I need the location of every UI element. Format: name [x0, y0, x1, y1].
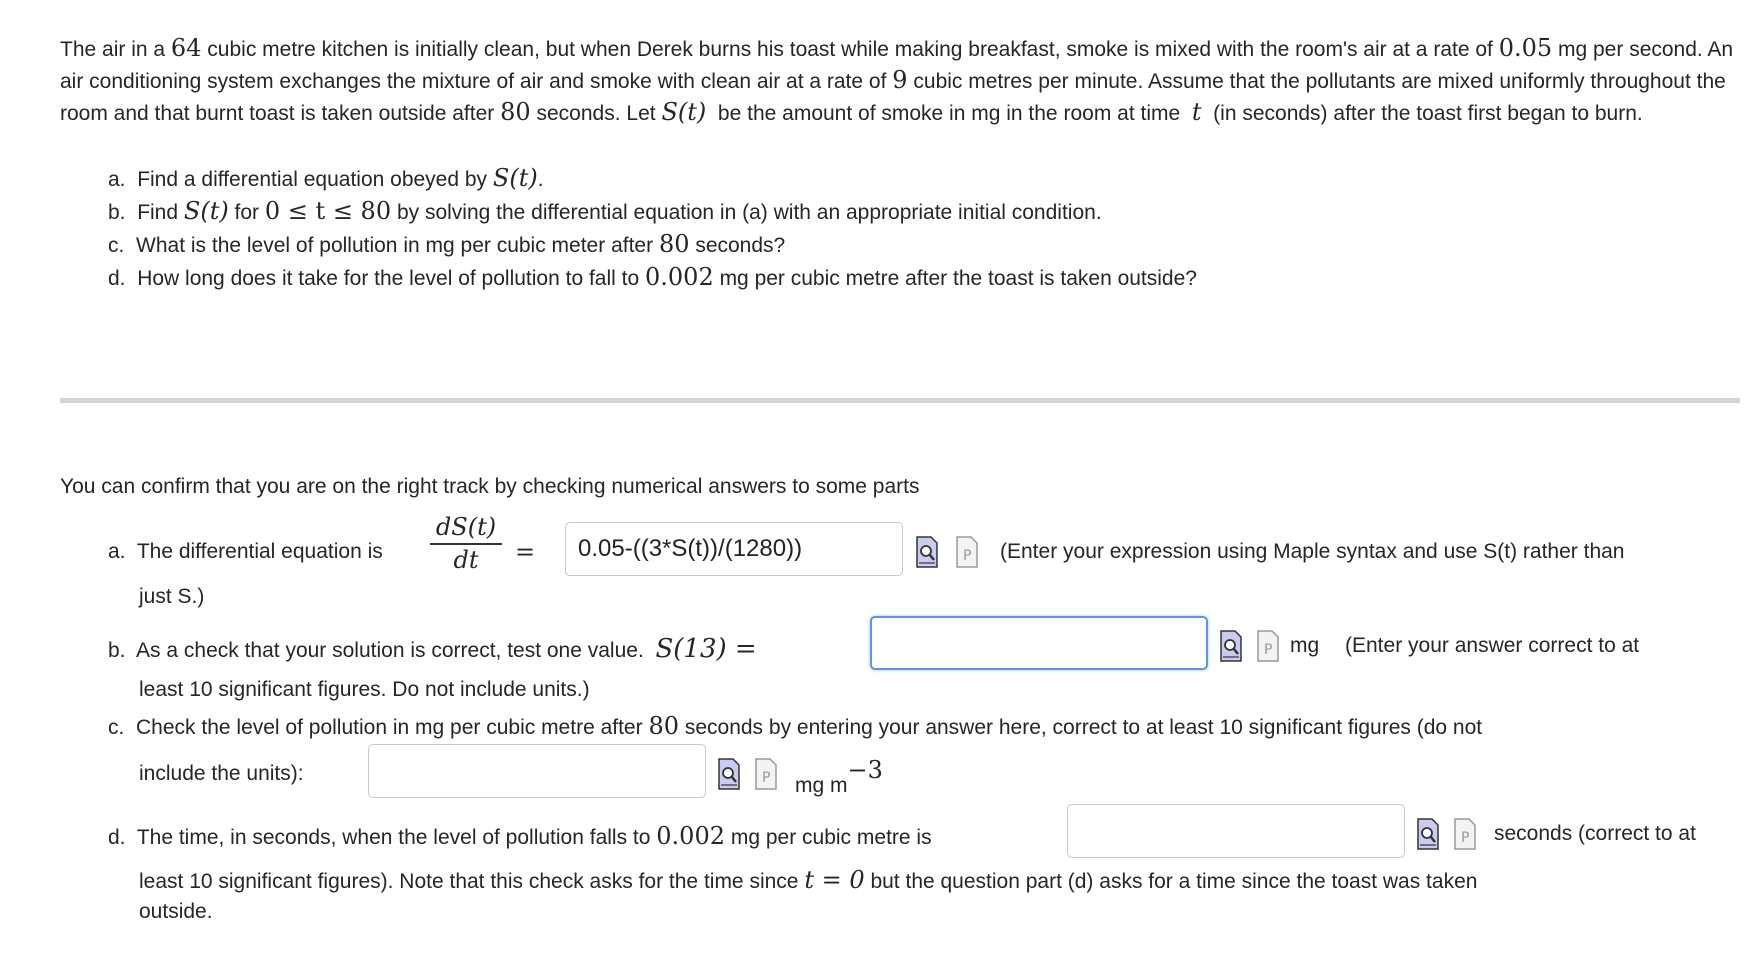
answer-b-hint: (Enter your answer correct to at: [1345, 634, 1640, 657]
answer-b-hint-cont: least 10 significant figures. Do not include units.): [139, 678, 590, 701]
question-part-b: b. Find S(t) for 0 ≤ t ≤ 80 by solving the differential equation in (a) with an appropriate initial condition.: [108, 197, 1102, 225]
check-d-text: d. The time, in seconds, when the level of pollution falls to 0.002 mg per cubic metre is: [108, 822, 932, 850]
preview-magnifier-icon[interactable]: [1416, 818, 1440, 850]
answer-d-input[interactable]: [1067, 804, 1405, 858]
check-d-note-cont: outside.: [139, 900, 213, 923]
question-part-a: a. Find a differential equation obeyed by S(t).: [108, 164, 544, 192]
check-b-text: b. As a check that your solution is correct, test one value. S(13) =: [108, 634, 757, 664]
answer-c-unit: mg $m^{-3}$: [795, 756, 883, 797]
answer-c-input[interactable]: [368, 744, 706, 798]
help-page-icon[interactable]: [1453, 818, 1477, 850]
answer-a-hint-cont: just S.): [139, 585, 205, 608]
derivative-fraction: dS(t) dt: [430, 512, 502, 574]
answer-b-input[interactable]: [870, 616, 1208, 670]
answer-a-input[interactable]: [565, 522, 903, 576]
svg-text:P: P: [963, 548, 972, 564]
help-page-icon[interactable]: [955, 536, 979, 568]
svg-text:P: P: [762, 770, 771, 786]
check-d-note: least 10 significant figures). Note that this check asks for the time since t = 0 but the question part (d) asks for a time since the toast was taken: [139, 866, 1478, 894]
question-part-d: d. How long does it take for the level of pollution to fall to 0.002 mg per cubic metre after the toast is taken outside?: [108, 263, 1197, 291]
preview-magnifier-icon[interactable]: [1219, 630, 1243, 662]
help-page-icon[interactable]: [1256, 630, 1280, 662]
section-divider: [60, 398, 1740, 403]
problem-statement: The air in a 64 cubic metre kitchen is initially clean, but when Derek burns his toast while making breakfast, smoke is mixed with the room's air at a rate of 0.05 mg per second. An air conditioning system exchanges the mixture of air and smoke with clean air at a rate of 9 cubic metres per minute. Assume that the pollutants are mixed uniformly throughout the room and that burnt toast is taken outside after 80 seconds. Let S(t) be the amount of smoke in mg in the room at time t (in seconds) after the toast first began to burn.: [60, 34, 1734, 126]
preview-magnifier-icon[interactable]: [915, 536, 939, 568]
svg-text:P: P: [1461, 830, 1470, 846]
preview-magnifier-icon[interactable]: [717, 758, 741, 790]
check-a-text: a. The differential equation is: [108, 540, 383, 563]
question-part-c: c. What is the level of pollution in mg per cubic meter after 80 seconds?: [108, 230, 786, 258]
svg-text:P: P: [1264, 642, 1273, 658]
answer-a-hint: (Enter your expression using Maple syntax and use S(t) rather than: [1000, 540, 1625, 563]
answer-b-unit: mg: [1290, 634, 1320, 657]
check-intro: You can confirm that you are on the right track by checking numerical answers to some parts: [60, 475, 920, 498]
check-c-text: c. Check the level of pollution in mg per cubic metre after 80 seconds by entering your answer here, correct to at least 10 significant figures (do not: [108, 712, 1483, 740]
help-page-icon[interactable]: [754, 758, 778, 790]
answer-d-unit: seconds (correct to at: [1494, 822, 1696, 845]
equals-sign: =: [515, 538, 536, 566]
check-c-text-cont: include the units):: [139, 762, 304, 785]
